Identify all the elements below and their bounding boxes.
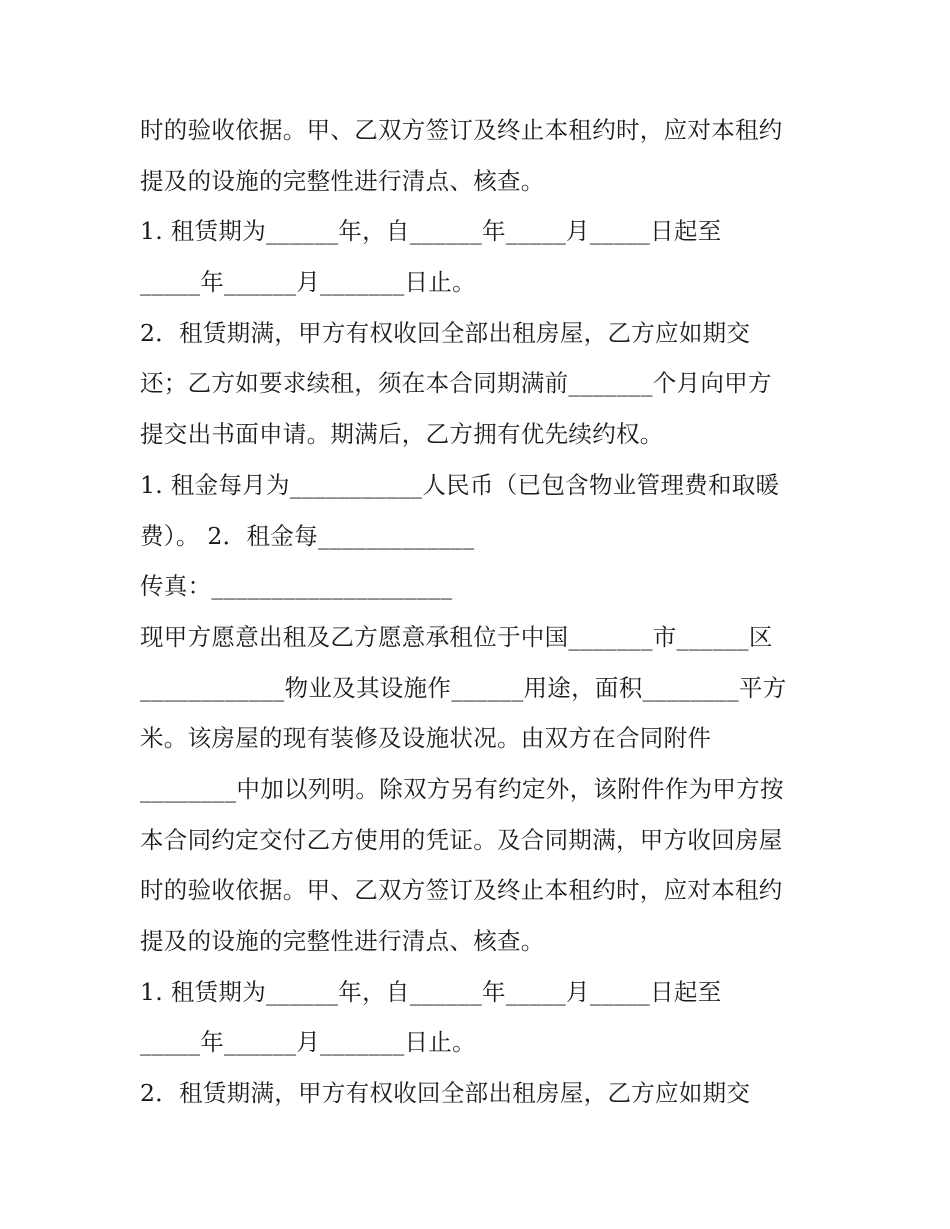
text-line: _____年______月_______日止。 (140, 1028, 476, 1057)
text-line: 时的验收依据。甲、乙双方签订及终止本租约时，应对本租约 (140, 876, 783, 905)
text-line: 现甲方愿意出租及乙方愿意承租位于中国_______市______区 (140, 622, 773, 651)
text-line: 费）。 2．租金每_____________ (140, 521, 475, 550)
text-line: 提及的设施的完整性进行清点、核查。 (140, 166, 545, 195)
text-line: 提交出书面申请。期满后，乙方拥有优先续约权。 (140, 420, 664, 449)
document-body (140, 105, 820, 1119)
text-line: 提及的设施的完整性进行清点、核查。 (140, 927, 545, 955)
text-line: 米。该房屋的现有装修及设施状况。由双方在合同附件 (140, 724, 712, 753)
text-line: 本合同约定交付乙方使用的凭证。及合同期满，甲方收回房屋 (140, 825, 783, 854)
text-line: 2．租赁期满，甲方有权收回全部出租房屋，乙方应如期交 (140, 318, 751, 347)
text-line: ________中加以列明。除双方另有约定外，该附件作为甲方按 (140, 774, 784, 803)
text-line: 传真：____________________ (140, 572, 453, 601)
text-line: _____年______月_______日止。 (140, 268, 476, 297)
text-line: 1. 租金每月为___________人民币（已包含物业管理费和取暖 (140, 470, 780, 499)
text-line: 时的验收依据。甲、乙双方签订及终止本租约时，应对本租约 (140, 116, 783, 144)
text-line: 1. 租赁期为______年，自______年_____月_____日起至 (140, 217, 722, 246)
text-line: 2．租赁期满，甲方有权收回全部出租房屋，乙方应如期交 (140, 1079, 751, 1108)
text-line: 还；乙方如要求续租，须在本合同期满前_______个月向甲方 (140, 369, 772, 398)
text-line: 1. 租赁期为______年，自______年_____月_____日起至 (140, 977, 722, 1006)
text-line: ____________物业及其设施作______用途，面积________平方 (140, 673, 787, 702)
